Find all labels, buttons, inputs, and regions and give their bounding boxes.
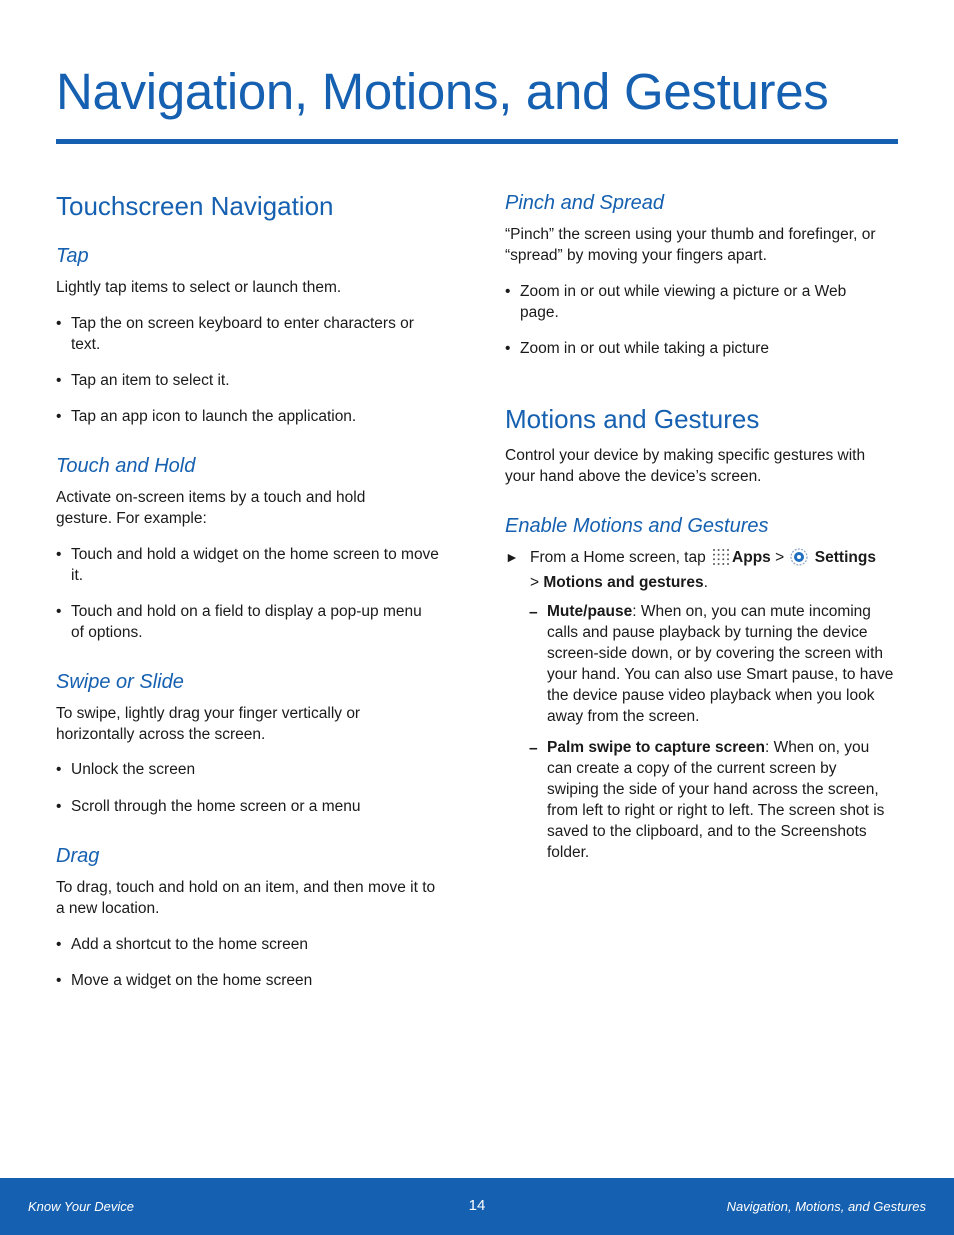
bullet-text: Tap an item to select it. — [71, 372, 230, 389]
bullet-icon: • — [56, 408, 62, 425]
bullet-icon: • — [56, 315, 62, 332]
list-item — [56, 370, 441, 391]
page-title: Navigation, Motions, and Gestures — [56, 63, 829, 120]
separator: > — [775, 549, 785, 566]
bullet-text: Unlock the screen — [71, 761, 196, 778]
option-item — [505, 601, 899, 727]
list-item — [56, 970, 441, 991]
apps-label: Apps — [732, 549, 771, 566]
footer-chapter: Know Your Device — [28, 1199, 134, 1214]
list-item — [56, 934, 441, 955]
bullet-text: Add a shortcut to the home screen — [71, 936, 308, 953]
settings-label: Settings — [814, 549, 876, 566]
bullet-text: Tap the on screen keyboard to enter characters or text. — [71, 315, 414, 353]
heading-touch-and-hold: Touch and Hold — [56, 455, 196, 477]
bullet-text: Touch and hold on a field to display a pop-up menu of options. — [71, 603, 422, 641]
heading-tap: Tap — [56, 245, 89, 267]
tap-intro: Lightly tap items to select or launch them. — [56, 279, 342, 296]
step-text: From a Home screen, tap — [530, 549, 706, 566]
bullet-icon: • — [56, 798, 62, 815]
option-text: : When on, you can create a copy of the current screen by swiping the side of your hand across the screen, from left to right or right to left. The screen shot is saved to the clipboard, and to the Screenshots folder. — [547, 739, 885, 861]
touch-hold-intro: Activate on-screen items by a touch and hold gesture. For example: — [56, 489, 366, 527]
apps-grid-icon — [712, 548, 730, 572]
heading-pinch-and-spread: Pinch and Spread — [505, 192, 665, 214]
swipe-intro: To swipe, lightly drag your finger vertically or horizontally across the screen. — [56, 705, 361, 743]
page-number: 14 — [468, 1197, 486, 1214]
bullet-text: Move a widget on the home screen — [71, 972, 313, 989]
list-item — [505, 338, 890, 359]
footer — [0, 1178, 954, 1235]
heading-enable-motions: Enable Motions and Gestures — [505, 515, 769, 537]
footer-section: Navigation, Motions, and Gestures — [726, 1199, 926, 1214]
separator: > — [530, 574, 540, 591]
period: . — [703, 574, 708, 591]
section-title-motions: Motions and Gestures — [505, 404, 760, 434]
bullet-text: Scroll through the home screen or a menu — [71, 798, 361, 815]
title-rule — [56, 139, 898, 144]
heading-swipe-or-slide: Swipe or Slide — [56, 671, 184, 693]
bullet-text: Zoom in or out while taking a picture — [520, 340, 769, 357]
bullet-icon: • — [505, 340, 511, 357]
settings-gear-icon — [790, 548, 808, 572]
heading-drag: Drag — [56, 845, 100, 867]
section-title-touchscreen: Touchscreen Navigation — [56, 191, 334, 221]
option-item — [505, 737, 887, 863]
dash-icon: – — [529, 740, 538, 757]
motions-intro: Control your device by making specific gestures with your hand above the device’s screen. — [505, 447, 866, 485]
drag-intro: To drag, touch and hold on an item, and then move it to a new location. — [56, 879, 436, 917]
arrow-icon: ► — [505, 549, 519, 565]
bullet-icon: • — [56, 936, 62, 953]
bullet-icon: • — [56, 972, 62, 989]
bullet-icon: • — [56, 603, 62, 620]
bullet-icon: • — [56, 546, 62, 563]
list-item — [56, 544, 441, 586]
list-item — [56, 796, 441, 817]
dash-icon: – — [529, 604, 538, 621]
bullet-icon: • — [505, 283, 511, 300]
bullet-icon: • — [56, 761, 62, 778]
list-item — [505, 281, 850, 323]
option-term: Mute/pause — [547, 603, 633, 620]
pinch-intro: “Pinch” the screen using your thumb and forefinger, or “spread” by moving your fingers apart. — [505, 226, 876, 264]
bullet-text: Touch and hold a widget on the home screen to move it. — [71, 546, 439, 584]
list-item — [56, 313, 441, 355]
motions-label: Motions and gestures — [543, 574, 704, 591]
list-item — [56, 406, 441, 427]
bullet-icon: • — [56, 372, 62, 389]
bullet-text: Zoom in or out while viewing a picture or a Web page. — [520, 283, 847, 321]
list-item — [56, 601, 431, 643]
bullet-text: Tap an app icon to launch the application. — [71, 408, 357, 425]
option-text: : When on, you can mute incoming calls and pause playback by turning the device screen-side down, or by covering the screen with your hand. You can also use Smart pause, to have the device pause video playback when you look away from the screen. — [547, 603, 894, 725]
list-item — [56, 759, 441, 780]
option-term: Palm swipe to capture screen — [547, 739, 765, 756]
step-instruction — [505, 547, 900, 593]
